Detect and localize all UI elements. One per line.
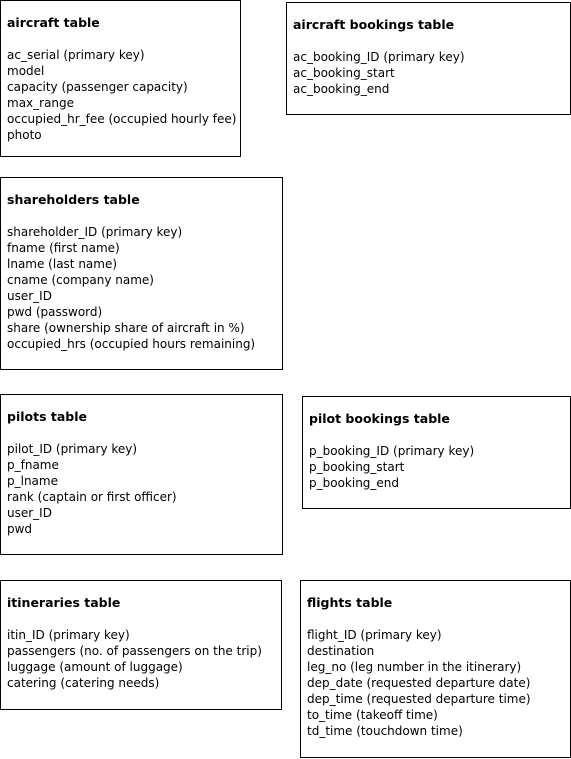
table-title: itineraries table [7,595,121,610]
flights-table-box [300,580,571,758]
table-field: ac_booking_end [293,82,390,96]
field-list [293,49,564,97]
table-field: ac_serial (primary key) [7,48,145,62]
table-field: pwd (password) [7,305,103,319]
table-field: shareholder_ID (primary key) [7,225,183,239]
table-field: model [7,64,45,78]
table-field: user_ID [7,289,52,303]
table-title: shareholders table [7,192,140,207]
shareholders-table-box [0,177,283,370]
table-field: pwd [7,522,33,536]
table-title: aircraft bookings table [293,17,455,32]
table-title: pilots table [7,409,87,424]
table-field: max_range [7,96,75,110]
pilot-bookings-table-box [302,396,571,509]
aircraft-bookings-table-box [286,2,571,115]
table-field: td_time (touchdown time) [307,724,463,738]
table-field: p_lname [7,474,58,488]
table-field: fname (first name) [7,241,120,255]
table-title: flights table [307,595,393,610]
table-field: lname (last name) [7,257,118,271]
table-field: share (ownership share of aircraft in %) [7,321,245,335]
table-field: p_booking_start [309,460,405,474]
table-field: dep_date (requested departure date) [307,676,531,690]
table-field: destination [307,644,375,658]
table-field: user_ID [7,506,52,520]
table-field: to_time (takeoff time) [307,708,438,722]
table-field: dep_time (requested departure time) [307,692,531,706]
field-list [7,441,276,537]
field-list [7,47,237,143]
itineraries-table-box [0,580,282,710]
table-field: p_booking_end [309,476,400,490]
table-field: ac_booking_start [293,66,395,80]
table-field: leg_no (leg number in the itinerary) [307,660,522,674]
table-field: catering (catering needs) [7,676,160,690]
table-field: capacity (passenger capacity) [7,80,188,94]
table-field: photo [7,128,42,142]
field-list [309,443,564,491]
table-field: p_fname [7,458,59,472]
field-list [7,224,276,352]
table-title: pilot bookings table [309,411,450,426]
table-field: itin_ID (primary key) [7,628,130,642]
table-field: luggage (amount of luggage) [7,660,183,674]
field-list [7,627,275,691]
table-field: flight_ID (primary key) [307,628,442,642]
table-field: cname (company name) [7,273,154,287]
table-field: pilot_ID (primary key) [7,442,138,456]
table-field: occupied_hr_fee (occupied hourly fee) [7,112,237,126]
table-field: passengers (no. of passengers on the trip) [7,644,262,658]
aircraft-table-box [0,0,241,157]
table-field: rank (captain or first officer) [7,490,177,504]
table-field: occupied_hrs (occupied hours remaining) [7,337,256,351]
field-list [307,627,564,739]
table-title: aircraft table [7,15,100,30]
table-field: p_booking_ID (primary key) [309,444,475,458]
pilots-table-box [0,394,283,555]
table-field: ac_booking_ID (primary key) [293,50,465,64]
